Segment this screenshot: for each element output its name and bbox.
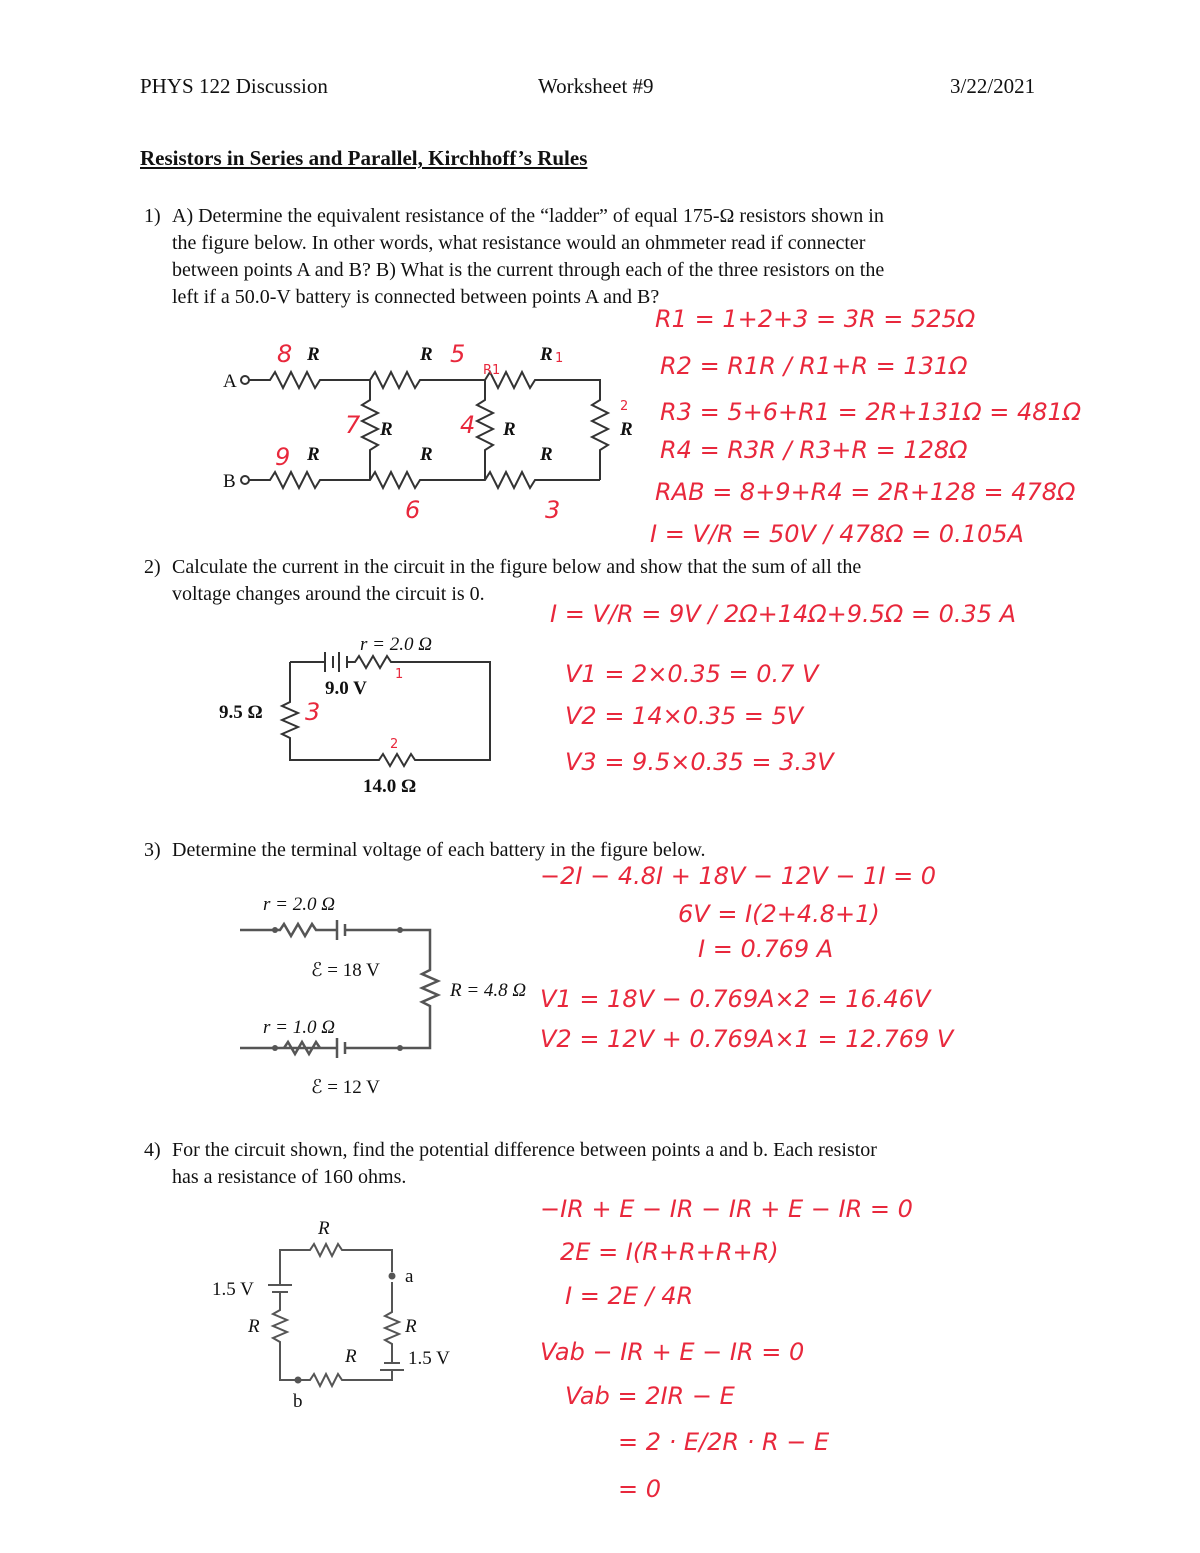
resistor-label: R: [540, 444, 553, 465]
q3-work-line: 6V = I(2+4.8+1): [678, 900, 880, 928]
ladder-circuit-figure: [215, 330, 645, 530]
emf2-label: ℰ = 12 V: [311, 1077, 380, 1098]
question-1-line: between points A and B? B) What is the current through each of the three resistors on the: [172, 259, 885, 281]
q3-work-line: −2I − 4.8I + 18V − 12V − 1I = 0: [540, 862, 937, 890]
q3-work-line: V2 = 12V + 0.769A×1 = 12.769 V: [540, 1025, 954, 1053]
question-3-line: Determine the terminal voltage of each battery in the figure below.: [172, 839, 706, 861]
resistor-label: R: [503, 419, 516, 440]
q4-work-line: Vab = 2IR − E: [565, 1382, 735, 1410]
two-battery-circuit-figure: [225, 888, 545, 1098]
annotation-3: 3: [305, 698, 321, 726]
resistor-label: R: [420, 444, 433, 465]
worksheet-number: Worksheet #9: [538, 74, 654, 98]
q2-work-line: V1 = 2×0.35 = 0.7 V: [565, 660, 819, 688]
resistor-label: R: [248, 1316, 260, 1337]
question-2-line: voltage changes around the circuit is 0.: [172, 583, 485, 605]
question-4-line: has a resistance of 160 ohms.: [172, 1166, 407, 1188]
worksheet-date: 3/22/2021: [950, 74, 1036, 98]
emf1-label: ℰ = 18 V: [311, 960, 380, 981]
annotation-3: 3: [545, 496, 561, 524]
resistor-label: R: [307, 444, 320, 465]
q1-work-line: R2 = R1R / R1+R = 131Ω: [660, 352, 968, 380]
q1-work-line: I = V/R = 50V / 478Ω = 0.105A: [650, 520, 1024, 548]
q1-work-line: R4 = R3R / R3+R = 128Ω: [660, 436, 968, 464]
question-1: [144, 203, 1062, 311]
internal-resistance-label: r = 2.0 Ω: [360, 634, 432, 655]
bottom-resistor-label: 14.0 Ω: [363, 776, 417, 797]
annotation-1: 1: [555, 351, 564, 366]
resistor-label: R: [345, 1346, 357, 1367]
q4-work-line: 2E = I(R+R+R+R): [560, 1238, 779, 1266]
q4-work-line: = 0: [618, 1475, 662, 1503]
point-b-label: B: [223, 471, 236, 492]
left-resistor-label: 9.5 Ω: [219, 702, 263, 723]
annotation-4: 4: [460, 411, 476, 439]
annotation-2: 2: [390, 737, 399, 752]
potential-difference-circuit-figure: [200, 1210, 480, 1420]
question-1-number: 1): [144, 205, 161, 227]
point-b-label: b: [293, 1391, 303, 1412]
page-title: Resistors in Series and Parallel, Kirchhoff’s Rules: [140, 146, 588, 170]
battery-right-label: 1.5 V: [408, 1348, 450, 1369]
resistor-label: R: [318, 1218, 330, 1239]
q1-work-line: RAB = 8+9+R4 = 2R+128 = 478Ω: [655, 478, 1076, 506]
q4-work-line: = 2 · E/2R · R − E: [618, 1428, 830, 1456]
question-4-line: For the circuit shown, find the potential difference between points a and b. Each resistor: [172, 1139, 877, 1161]
annotation-7: 7: [345, 411, 361, 439]
r2-label: r = 1.0 Ω: [263, 1017, 335, 1038]
question-2-number: 2): [144, 556, 161, 578]
q4-work-line: Vab − IR + E − IR = 0: [540, 1338, 805, 1366]
q1-work-line: R1 = 1+2+3 = 3R = 525Ω: [655, 305, 976, 333]
r1-label: r = 2.0 Ω: [263, 894, 335, 915]
single-loop-circuit-figure: [215, 630, 515, 800]
annotation-1: 1: [395, 667, 404, 682]
battery-left-label: 1.5 V: [212, 1279, 254, 1300]
point-a-label: A: [223, 371, 237, 392]
question-1-line: left if a 50.0-V battery is connected between points A and B?: [172, 286, 660, 308]
resistor-label: R: [620, 419, 633, 440]
q4-work-line: −IR + E − IR − IR + E − IR = 0: [540, 1195, 913, 1223]
resistor-label: R: [405, 1316, 417, 1337]
question-3: [144, 837, 1062, 864]
q2-work-line: V3 = 9.5×0.35 = 3.3V: [565, 748, 834, 776]
question-3-number: 3): [144, 839, 161, 861]
question-4-number: 4): [144, 1139, 161, 1161]
q3-work-line: V1 = 18V − 0.769A×2 = 16.46V: [540, 985, 931, 1013]
resistor-label: R: [307, 344, 320, 365]
question-1-line: the figure below. In other words, what resistance would an ohmmeter read if connecter: [172, 232, 866, 254]
load-resistor-label: R = 4.8 Ω: [450, 980, 527, 1001]
question-2-line: Calculate the current in the circuit in the figure below and show that the sum of all the: [172, 556, 862, 578]
resistor-label: R: [380, 419, 393, 440]
course-name: PHYS 122 Discussion: [140, 74, 328, 98]
q2-work-line: V2 = 14×0.35 = 5V: [565, 702, 804, 730]
annotation-r1: R1: [483, 363, 501, 378]
resistor-label: R: [540, 344, 553, 365]
q2-work-line: I = V/R = 9V / 2Ω+14Ω+9.5Ω = 0.35 A: [550, 600, 1017, 628]
q4-work-line: I = 2E / 4R: [565, 1282, 694, 1310]
annotation-5: 5: [450, 340, 466, 368]
point-a-label: a: [405, 1266, 414, 1287]
resistor-label: R: [420, 344, 433, 365]
question-1-line: A) Determine the equivalent resistance of the “ladder” of equal 175-Ω resistors shown in: [172, 205, 884, 227]
annotation-8: 8: [277, 340, 293, 368]
q1-work-line: R3 = 5+6+R1 = 2R+131Ω = 481Ω: [660, 398, 1082, 426]
q3-work-line: I = 0.769 A: [698, 935, 834, 963]
question-4: [144, 1137, 1062, 1191]
annotation-2: 2: [620, 399, 629, 414]
annotation-9: 9: [275, 443, 291, 471]
emf-label: 9.0 V: [325, 678, 367, 699]
annotation-6: 6: [405, 496, 421, 524]
